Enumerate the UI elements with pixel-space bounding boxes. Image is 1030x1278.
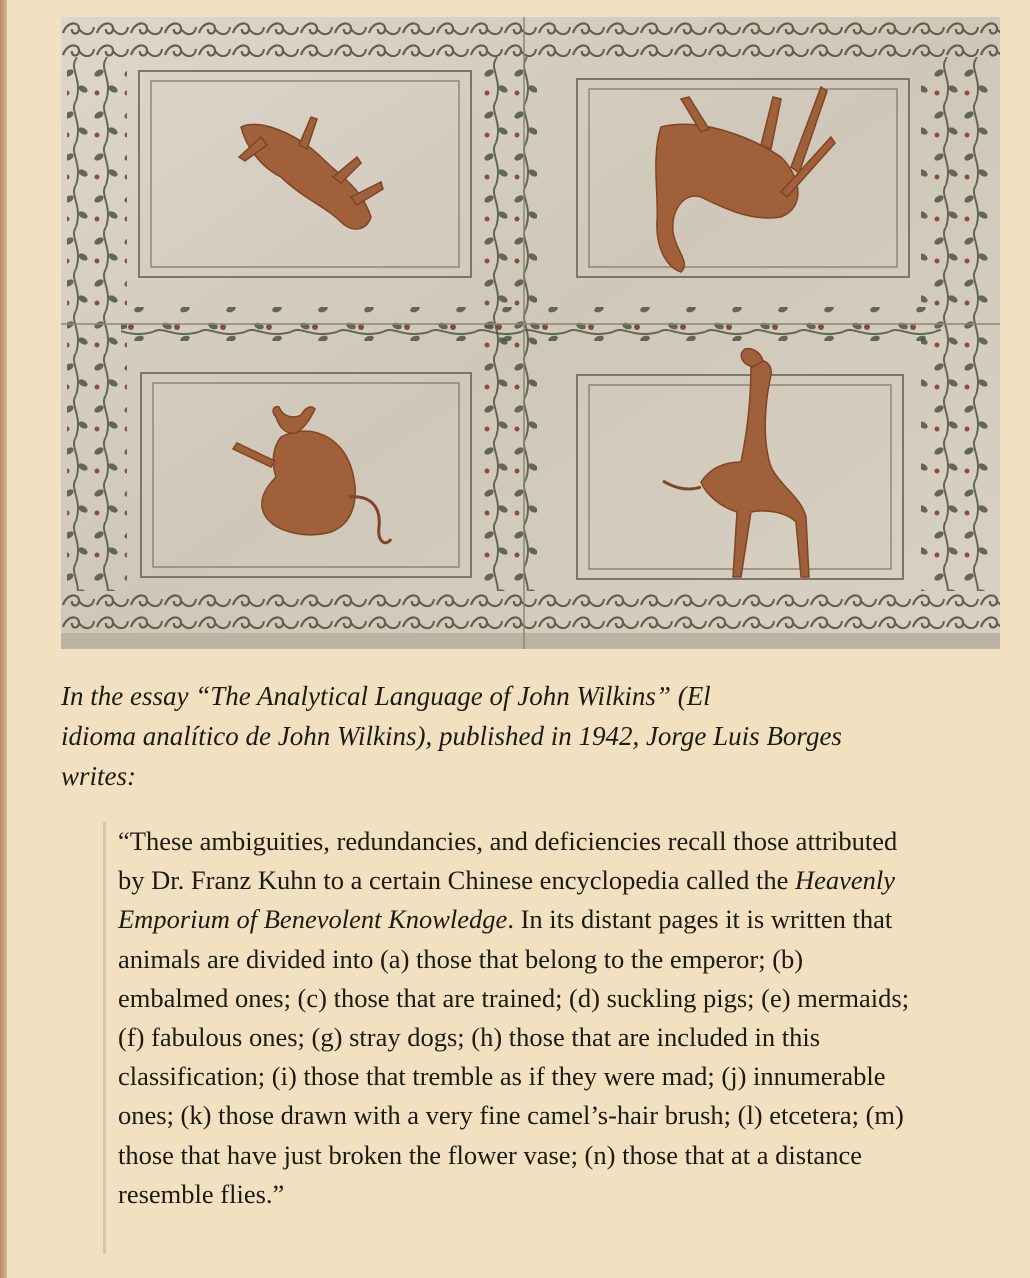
figure-caption [61,676,971,796]
fresco-image [61,17,1000,649]
fresco-illustration [61,17,1000,649]
caption-line-2: idioma analítico de John Wilkins), published in 1942, Jorge Luis Borges [61,721,842,751]
borges-quote [103,822,918,1254]
quote-text-start: “These ambiguities, redundancies, and deficiencies recall those attributed by Dr. Franz Kuhn to a certain Chinese encyclopedia called the [118,826,898,896]
page-edge [0,0,7,1278]
quote-book-title: Heavenly Emporium of Benevolent Knowledge [118,865,896,935]
quote-text-end: . In its distant pages it is written that animals are divided into (a) those that belong to the emperor; (b) embalmed ones; (c) those that are trained; (d) suckling pigs; (e) mermaids; (f) fabulous ones; (g) stray dogs; (h) those that are included in this classification; (i) those that tremble as if they were mad; (j) innumerable ones; (k) those drawn with a very fine camel’s-hair brush; (l) etcetera; (m) those that have just broken the flower vase; (n) those that at a distance resemble flies.” [118,904,910,1209]
caption-line-3: writes: [61,761,137,791]
caption-line-1: In the essay “The Analytical Language of John Wilkins” (El [61,681,711,711]
